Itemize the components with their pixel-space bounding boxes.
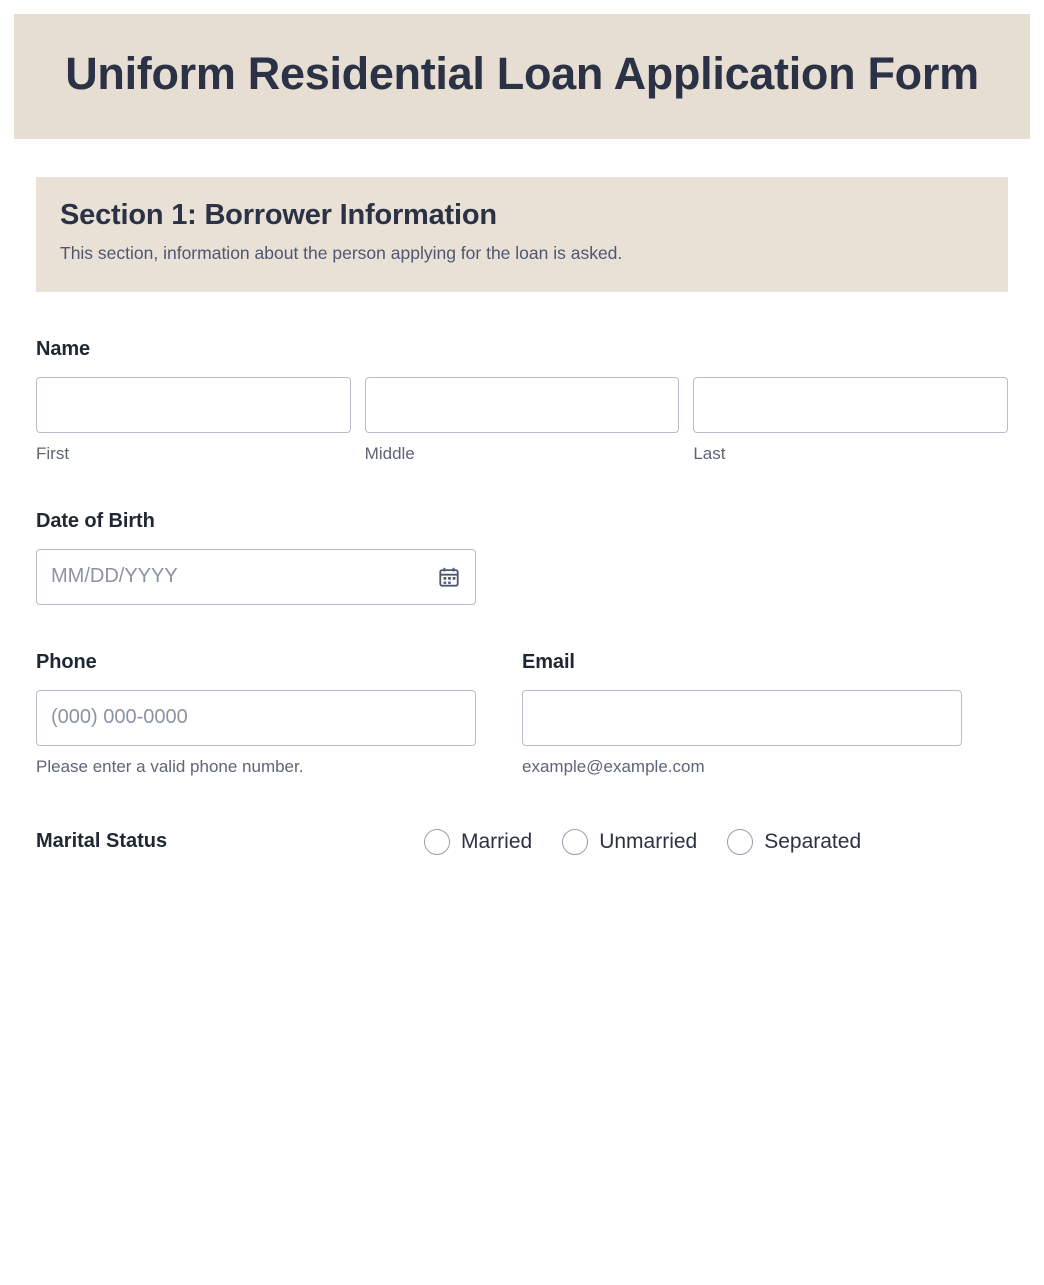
dob-input-wrap — [36, 549, 476, 605]
name-last-col — [693, 377, 1008, 464]
dob-field-block — [36, 464, 1008, 605]
contact-field-block — [36, 605, 1008, 777]
form-header-banner — [14, 14, 1030, 139]
marital-option-separated-label: Separated — [764, 829, 862, 853]
middle-name-sublabel: Middle — [364, 443, 415, 463]
marital-option-unmarried-label: Unmarried — [599, 829, 698, 853]
email-label: Email — [522, 650, 575, 673]
name-first-col — [36, 377, 351, 464]
marital-option-separated[interactable] — [727, 829, 861, 855]
marital-option-married[interactable] — [424, 829, 532, 855]
radio-circle-icon[interactable] — [424, 829, 450, 855]
radio-circle-icon[interactable] — [562, 829, 588, 855]
phone-input[interactable] — [36, 690, 476, 746]
section-1-banner — [36, 177, 1008, 292]
form-container — [0, 14, 1044, 895]
radio-circle-icon[interactable] — [727, 829, 753, 855]
name-field-block — [36, 292, 1008, 464]
name-inputs-row — [36, 377, 1008, 464]
name-middle-col — [365, 377, 680, 464]
last-name-sublabel: Last — [693, 443, 726, 463]
phone-hint: Please enter a valid phone number. — [36, 756, 304, 776]
marital-status-label: Marital Status — [36, 830, 168, 853]
name-label: Name — [36, 337, 91, 360]
email-hint: example@example.com — [522, 756, 705, 776]
middle-name-input[interactable] — [365, 377, 680, 433]
phone-col — [36, 651, 476, 777]
phone-email-row — [36, 651, 1008, 777]
marital-status-radio-group — [424, 829, 861, 855]
email-col — [522, 651, 962, 777]
section-description: This section, information about the person applying for the loan is asked. — [60, 243, 623, 264]
last-name-input[interactable] — [693, 377, 1008, 433]
date-of-birth-input[interactable] — [36, 549, 476, 605]
marital-status-block — [36, 777, 1008, 855]
marital-option-married-label: Married — [461, 829, 533, 853]
dob-label: Date of Birth — [36, 509, 155, 532]
page-title: Uniform Residential Loan Application Form — [65, 48, 979, 99]
section-title: Section 1: Borrower Information — [60, 199, 497, 232]
email-input[interactable] — [522, 690, 962, 746]
form-body — [0, 292, 1044, 895]
marital-option-unmarried[interactable] — [562, 829, 697, 855]
first-name-sublabel: First — [36, 443, 70, 463]
phone-label: Phone — [36, 650, 97, 673]
first-name-input[interactable] — [36, 377, 351, 433]
